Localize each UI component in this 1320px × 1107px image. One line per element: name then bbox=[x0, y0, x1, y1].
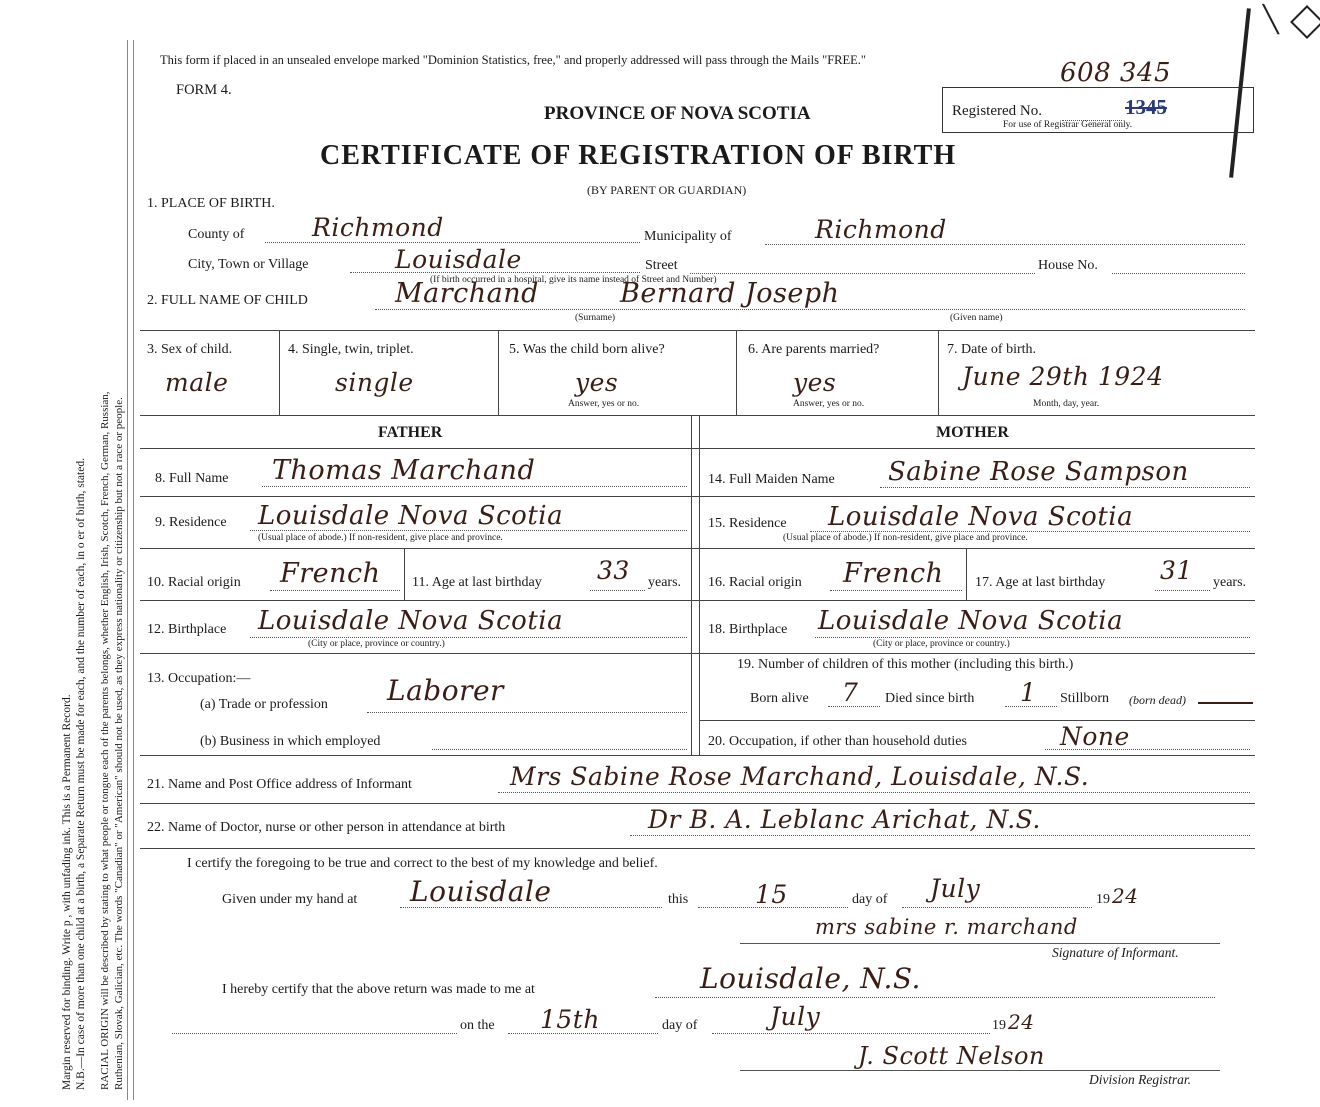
this-label: this bbox=[668, 892, 689, 907]
certificate-subtitle: (BY PARENT OR GUARDIAN) bbox=[587, 183, 747, 197]
county-value: Richmond bbox=[312, 213, 444, 242]
doctor-label: 22. Name of Doctor, nurse or other person in attendance at birth bbox=[147, 820, 506, 835]
year-prefix: 19 bbox=[1096, 892, 1110, 907]
given-under-label: Given under my hand at bbox=[222, 892, 358, 907]
given-note: (Given name) bbox=[950, 313, 1003, 323]
corner-mark: ╲ bbox=[1263, 5, 1279, 34]
born-alive-label: Born alive bbox=[750, 691, 809, 706]
month2-value: July bbox=[770, 1002, 821, 1031]
year2-prefix: 19 bbox=[992, 1018, 1006, 1033]
father-residence-value: Louisdale Nova Scotia bbox=[258, 501, 564, 531]
dob-label: 7. Date of birth. bbox=[947, 342, 1037, 357]
born-alive-value: 7 bbox=[842, 678, 859, 707]
surname-note: (Surname) bbox=[575, 313, 616, 323]
certify-statement: I certify the foregoing to be true and correct to the best of my knowledge and belief. bbox=[187, 856, 658, 871]
dob-note: Month, day, year. bbox=[1033, 399, 1100, 409]
corner-mark-2 bbox=[1290, 5, 1320, 39]
father-occupation-label: 13. Occupation:— bbox=[147, 671, 251, 686]
father-name-value: Thomas Marchand bbox=[272, 455, 536, 486]
house-label: House No. bbox=[1038, 258, 1098, 273]
place-of-birth-label: 1. PLACE OF BIRTH. bbox=[147, 196, 275, 211]
mother-racial-value: French bbox=[843, 558, 944, 589]
trade-value: Laborer bbox=[387, 674, 504, 707]
alive-note: Answer, yes or no. bbox=[568, 399, 640, 409]
margin-note-nb: N.B.—In case of more than one child at a birth, a Separate Return must be made for each, and the number of each, in o er of birth, stated. bbox=[75, 458, 87, 1090]
mother-age-value: 31 bbox=[1160, 556, 1193, 585]
died-value: 1 bbox=[1020, 678, 1037, 707]
province-heading: PROVINCE OF NOVA SCOTIA bbox=[544, 103, 811, 124]
municipality-label: Municipality of bbox=[644, 229, 732, 244]
registered-label: Registered No. bbox=[952, 103, 1042, 119]
single-label: 4. Single, twin, triplet. bbox=[288, 342, 414, 357]
mother-name-label: 14. Full Maiden Name bbox=[708, 472, 835, 487]
mother-occupation-value: None bbox=[1060, 722, 1130, 751]
mother-birthplace-value: Louisdale Nova Scotia bbox=[818, 606, 1124, 636]
father-heading: FATHER bbox=[378, 424, 443, 441]
mother-residence-label: 15. Residence bbox=[708, 516, 787, 531]
certificate-title: CERTIFICATE OF REGISTRATION OF BIRTH bbox=[320, 140, 957, 171]
registrar-signature: J. Scott Nelson bbox=[858, 1042, 1045, 1070]
father-years-label: years. bbox=[648, 575, 682, 590]
mail-notice: This form if placed in an unsealed envelope marked "Dominion Statistics, free," and properly addressed will pass through the Mails "FREE." bbox=[160, 53, 867, 67]
year-value: 24 bbox=[1112, 884, 1139, 908]
sex-value: male bbox=[165, 368, 229, 397]
stillborn-dash bbox=[1198, 702, 1253, 704]
municipality-value: Richmond bbox=[815, 215, 947, 244]
father-racial-value: French bbox=[280, 558, 381, 589]
margin-rule bbox=[127, 40, 128, 1100]
on-the-value: 15th bbox=[540, 1005, 600, 1034]
given-place-value: Louisdale bbox=[410, 875, 552, 908]
margin-rule-2 bbox=[133, 40, 134, 1100]
month-value: July bbox=[930, 874, 981, 903]
mother-occupation-label: 20. Occupation, if other than household duties bbox=[708, 734, 967, 749]
trade-label: (a) Trade or profession bbox=[200, 697, 328, 712]
child-given-name: Bernard Joseph bbox=[620, 278, 840, 309]
hospital-note: (If birth occurred in a hospital, give its name instead of Street and Number) bbox=[430, 275, 717, 285]
father-residence-label: 9. Residence bbox=[155, 515, 227, 530]
father-age-value: 33 bbox=[597, 556, 630, 585]
mother-racial-label: 16. Racial origin bbox=[708, 575, 802, 590]
father-birthplace-label: 12. Birthplace bbox=[147, 622, 227, 637]
on-the-label: on the bbox=[460, 1018, 495, 1033]
mother-birthplace-note: (City or place, province or country.) bbox=[873, 639, 1010, 649]
informant-signature: mrs sabine r. marchand bbox=[815, 915, 1078, 939]
form-number: FORM 4. bbox=[176, 82, 232, 98]
father-birthplace-note: (City or place, province or country.) bbox=[308, 639, 445, 649]
mother-age-label: 17. Age at last birthday bbox=[975, 575, 1106, 590]
children-count-label: 19. Number of children of this mother (including this birth.) bbox=[737, 657, 1074, 672]
margin-note-racial: RACIAL ORIGIN will be described by stating to what people or tongue each of the parents belongs, whether English, Irish, Scotch, French, German, Russian, bbox=[99, 391, 111, 1090]
city-label: City, Town or Village bbox=[188, 257, 309, 272]
mother-birthplace-label: 18. Birthplace bbox=[708, 622, 788, 637]
day-of2-label: day of bbox=[662, 1018, 698, 1033]
single-value: single bbox=[335, 368, 414, 397]
alive-value: yes bbox=[575, 368, 619, 397]
father-age-label: 11. Age at last birthday bbox=[412, 575, 542, 590]
stillborn-note: (born dead) bbox=[1129, 693, 1186, 707]
mother-years-label: years. bbox=[1213, 575, 1247, 590]
return-label: I hereby certify that the above return was made to me at bbox=[222, 982, 535, 997]
margin-note-binding: Margin reserved for binding. Write p , with unfading ink. This is a Permanent Record. bbox=[61, 694, 73, 1090]
married-value: yes bbox=[793, 368, 837, 397]
father-birthplace-value: Louisdale Nova Scotia bbox=[258, 606, 564, 636]
county-label: County of bbox=[188, 227, 245, 242]
mother-residence-note: (Usual place of abode.) If non-resident, give place and province. bbox=[783, 533, 1028, 543]
business-label: (b) Business in which employed bbox=[200, 734, 381, 749]
married-note: Answer, yes or no. bbox=[793, 399, 865, 409]
registered-value: 1345 bbox=[1125, 95, 1167, 119]
registrar-label: Division Registrar. bbox=[1089, 1072, 1192, 1087]
sex-label: 3. Sex of child. bbox=[147, 342, 233, 357]
dob-value: June 29th 1924 bbox=[962, 362, 1164, 391]
margin-note-racial-2: Ruthenian, Slovak, Galician, etc. The words "Canadian" or "American" should not be used, as they express nationality or citizenship but not a race or people. bbox=[113, 397, 125, 1090]
mother-name-value: Sabine Rose Sampson bbox=[888, 457, 1189, 487]
alive-label: 5. Was the child born alive? bbox=[509, 342, 665, 357]
registrar-note: For use of Registrar General only. bbox=[1003, 120, 1133, 130]
mother-residence-value: Louisdale Nova Scotia bbox=[828, 502, 1134, 532]
informant-label: 21. Name and Post Office address of Informant bbox=[147, 777, 412, 792]
stillborn-label: Stillborn bbox=[1060, 691, 1110, 706]
died-label: Died since birth bbox=[885, 691, 975, 706]
city-value: Louisdale bbox=[395, 245, 522, 274]
father-residence-note: (Usual place of abode.) If non-resident, give place and province. bbox=[258, 533, 503, 543]
father-name-label: 8. Full Name bbox=[155, 471, 229, 486]
return-place-value: Louisdale, N.S. bbox=[700, 962, 921, 995]
street-label: Street bbox=[645, 258, 678, 273]
father-racial-label: 10. Racial origin bbox=[147, 575, 241, 590]
handwritten-number: 608 345 bbox=[1060, 58, 1172, 88]
married-label: 6. Are parents married? bbox=[748, 342, 880, 357]
child-name-label: 2. FULL NAME OF CHILD bbox=[147, 293, 308, 308]
signature-label: Signature of Informant. bbox=[1052, 945, 1179, 960]
doctor-value: Dr B. A. Leblanc Arichat, N.S. bbox=[648, 805, 1041, 834]
year2-value: 24 bbox=[1008, 1010, 1035, 1034]
informant-value: Mrs Sabine Rose Marchand, Louisdale, N.S. bbox=[510, 762, 1090, 791]
this-day-value: 15 bbox=[755, 880, 788, 909]
child-surname: Marchand bbox=[395, 278, 539, 309]
day-of-label: day of bbox=[852, 892, 888, 907]
mother-heading: MOTHER bbox=[936, 424, 1009, 441]
